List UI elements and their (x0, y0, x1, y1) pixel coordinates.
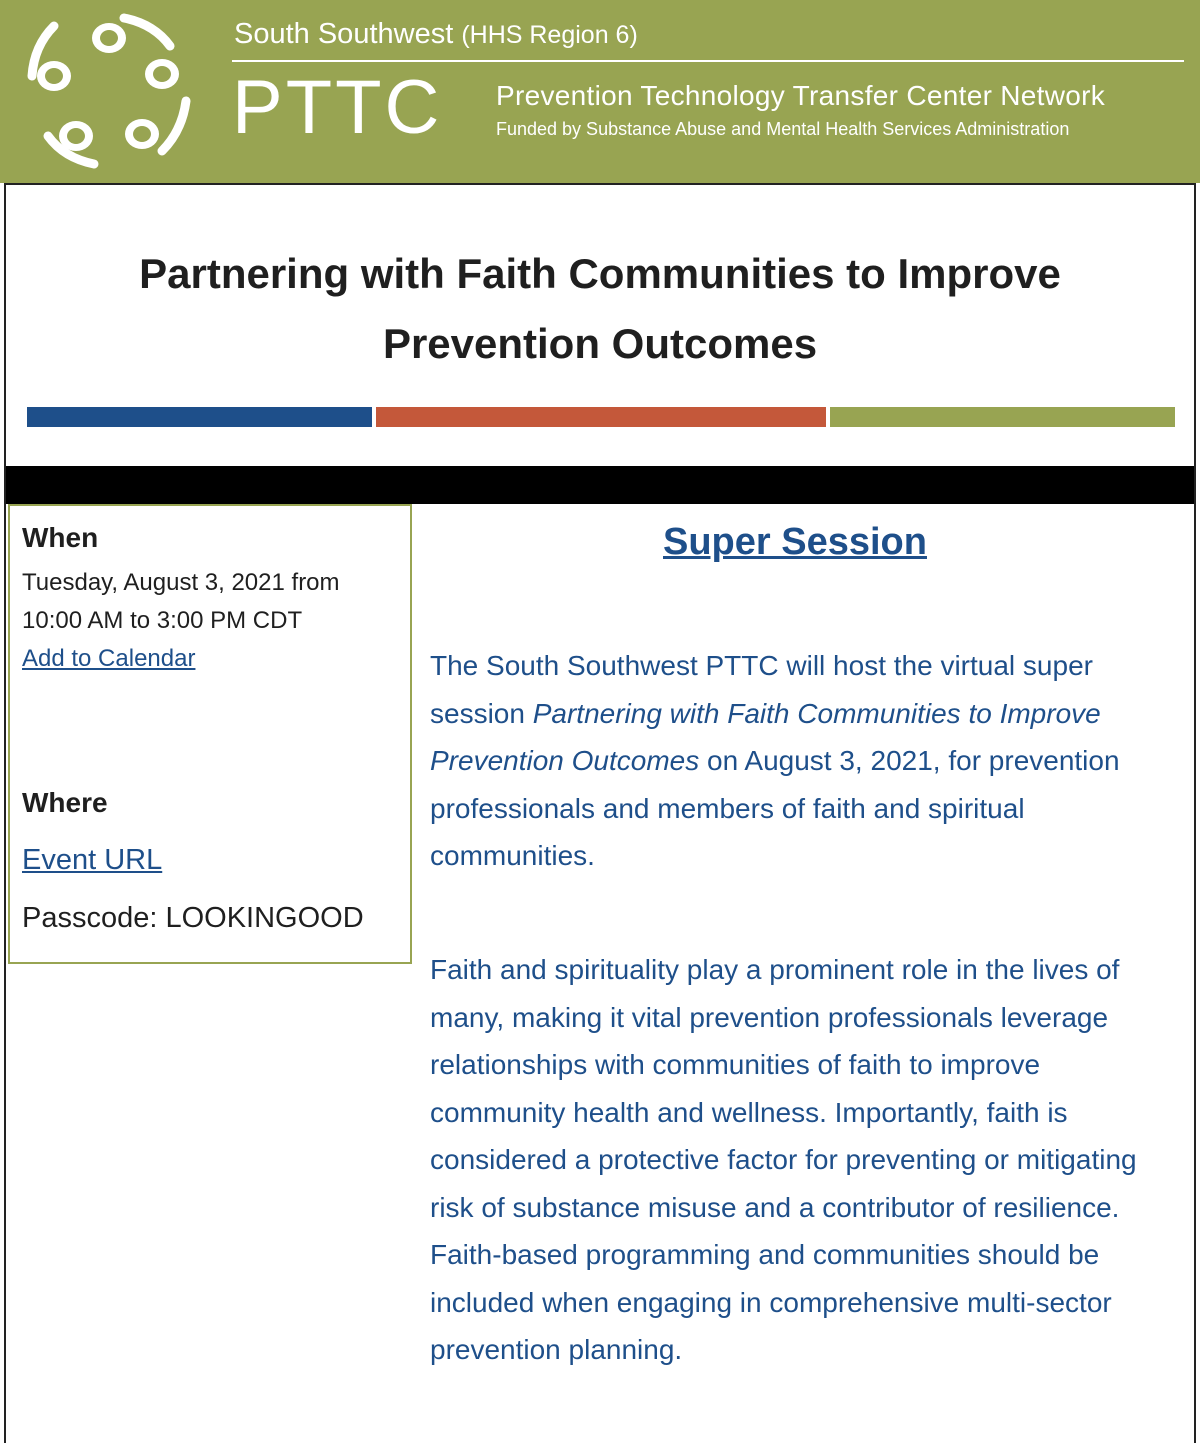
event-title (6, 239, 1194, 379)
funded-by: Funded by Substance Abuse and Mental Health Services Administration (496, 119, 1070, 139)
people-circle-logo-icon (14, 6, 194, 176)
divider-orange (376, 407, 826, 427)
region-name (234, 18, 638, 51)
when-label: When (22, 522, 99, 553)
passcode: Passcode: LOOKINGOOD (22, 902, 364, 934)
region-name-text: South Southwest (234, 18, 454, 50)
where-label: Where (22, 787, 108, 818)
intro-session-title: Partnering with Faith Communities to Improve Prevention Outcomes (430, 697, 1101, 776)
header-divider (232, 60, 1184, 62)
black-band (6, 466, 1194, 504)
network-name: Prevention Technology Transfer Center Network (496, 80, 1106, 111)
when-time: 10:00 AM to 3:00 PM CDT (22, 607, 303, 634)
event-details-box (8, 504, 412, 964)
intro-paragraph (430, 642, 1170, 880)
event-frame (4, 183, 1196, 1443)
description-paragraph: Faith and spirituality play a prominent role in the lives of many, making it vital prevention professionals leverage relationships with communities of faith to improve community health and wellness. Importantly, faith is considered a protective factor for preventing or mitigating risk of substance misuse and a contributor of resilience. Faith-based programming and communities should be included when engaging in comprehensive multi-sector prevention planning. (430, 954, 1137, 1365)
divider-blue (27, 407, 372, 427)
header-banner (0, 0, 1200, 183)
add-to-calendar-link[interactable]: Add to Calendar (22, 645, 196, 672)
event-title-line2: Prevention Outcomes (382, 320, 818, 367)
session-heading[interactable]: Super Session (663, 521, 927, 563)
divider-green (830, 407, 1175, 427)
brand-name: PTTC (232, 65, 443, 150)
intro-text-start: The South Southwest PTTC will host the virtual super session (430, 650, 1093, 729)
color-divider (27, 407, 1175, 427)
when-date: Tuesday, August 3, 2021 from (22, 569, 340, 596)
event-title-line1: Partnering with Faith Communities to Improve (139, 250, 1061, 297)
intro-text-end: on August 3, 2021, for prevention professionals and members of faith and spiritual communities. (430, 745, 1120, 871)
event-url-link[interactable]: Event URL (22, 844, 163, 876)
region-number: (HHS Region 6) (461, 21, 638, 49)
